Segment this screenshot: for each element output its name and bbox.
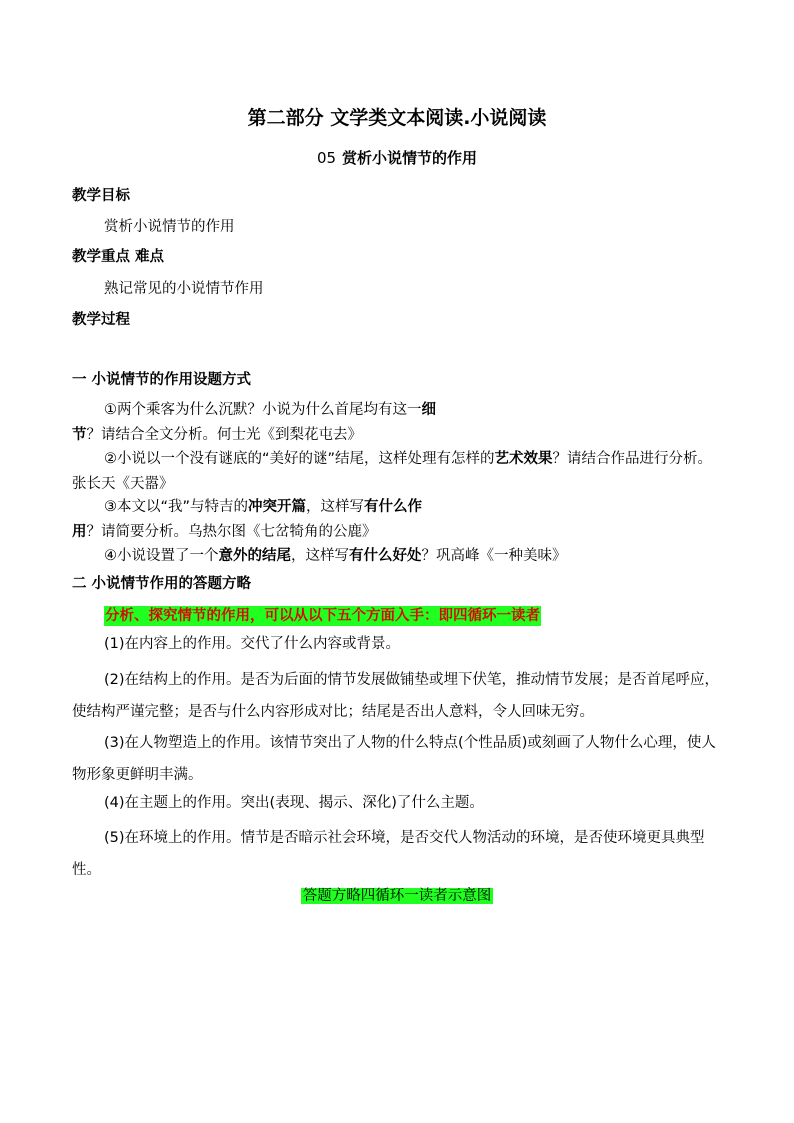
question-1-bold: 细节: [72, 402, 436, 443]
question-1-text-a: ①两个乘客为什么沉默？小说为什么首尾均有这一: [104, 402, 422, 418]
question-4-bold-2: 有什么好处: [349, 548, 422, 564]
method-point-3: (3)在人物塑造上的作用。该情节突出了人物的什么特点(个性品质)或刻画了人物什么心理，使人物形象更鲜明丰满。: [72, 735, 716, 783]
key-text: 熟记常见的小说情节作用: [104, 281, 264, 297]
method-point-5: (5)在环境上的作用。情节是否暗示社会环境，是否交代人物活动的环境，是否使环境更具典型性。: [72, 830, 705, 878]
goal-text: 赏析小说情节的作用: [104, 219, 235, 235]
question-2-bold: 艺术效果: [494, 451, 553, 467]
question-4-text-c: ，这样写: [291, 548, 349, 564]
method-highlight: [104, 606, 541, 626]
question-2-text-c: ？请结合作品进行分析。张长天《天嚣》: [72, 451, 713, 492]
question-2: [72, 447, 724, 497]
part1-heading: 一 小说情节的作用设题方式: [72, 372, 252, 388]
subtitle-text: 赏析小说情节的作用: [342, 149, 478, 167]
question-4-text-e: ？巩高峰《一种美味》: [421, 548, 567, 564]
diagram-caption-text: 答题方略四循环一读者示意图: [302, 888, 492, 904]
question-2-text-a: ②小说以一个没有谜底的“美好的谜”结尾，这样处理有怎样的: [104, 451, 495, 467]
question-1-text-c: ？请结合全文分析。何士光《到梨花屯去》: [86, 427, 362, 443]
method-point-4: (4)在主题上的作用。突出(表现、揭示、深化)了什么主题。: [104, 795, 484, 811]
diagram-caption: [0, 886, 794, 906]
process-heading: 教学过程: [72, 312, 130, 328]
question-3: [72, 495, 724, 545]
document-subtitle: [0, 148, 794, 168]
key-heading: 教学重点 难点: [72, 249, 165, 265]
goal-heading: 教学目标: [72, 188, 130, 204]
question-3-text-a: ③本文以“我”与特吉的: [104, 499, 249, 515]
question-4: [72, 544, 724, 569]
question-4-text-a: ④小说设置了一个: [104, 548, 219, 564]
question-3-bold-1: 冲突开篇: [248, 499, 307, 515]
question-4-bold-1: 意外的结尾: [218, 548, 291, 564]
method-point-1: (1)在内容上的作用。交代了什么内容或背景。: [104, 636, 401, 652]
question-3-text-c: ，这样写: [306, 499, 365, 515]
subtitle-number: 05: [316, 149, 337, 167]
question-3-bold-2: 有什么作用: [72, 499, 423, 540]
question-1: [72, 398, 724, 448]
method-point-2: (2)在结构上的作用。是否为后面的情节发展做铺垫或埋下伏笔，推动情节发展；是否首尾呼应，使结构严谨完整；是否与什么内容形成对比；结尾是否出人意料，令人回味无穷。: [72, 672, 720, 720]
document-title: 第二部分 文学类文本阅读.小说阅读: [247, 107, 547, 129]
part2-heading: 二 小说情节作用的答题方略: [72, 576, 252, 592]
question-3-text-e: ？请简要分析。乌热尔图《七岔犄角的公鹿》: [86, 524, 377, 540]
method-highlight-text: 分析、探究情节的作用，可以从以下五个方面入手：即四循环一读者: [105, 608, 540, 624]
